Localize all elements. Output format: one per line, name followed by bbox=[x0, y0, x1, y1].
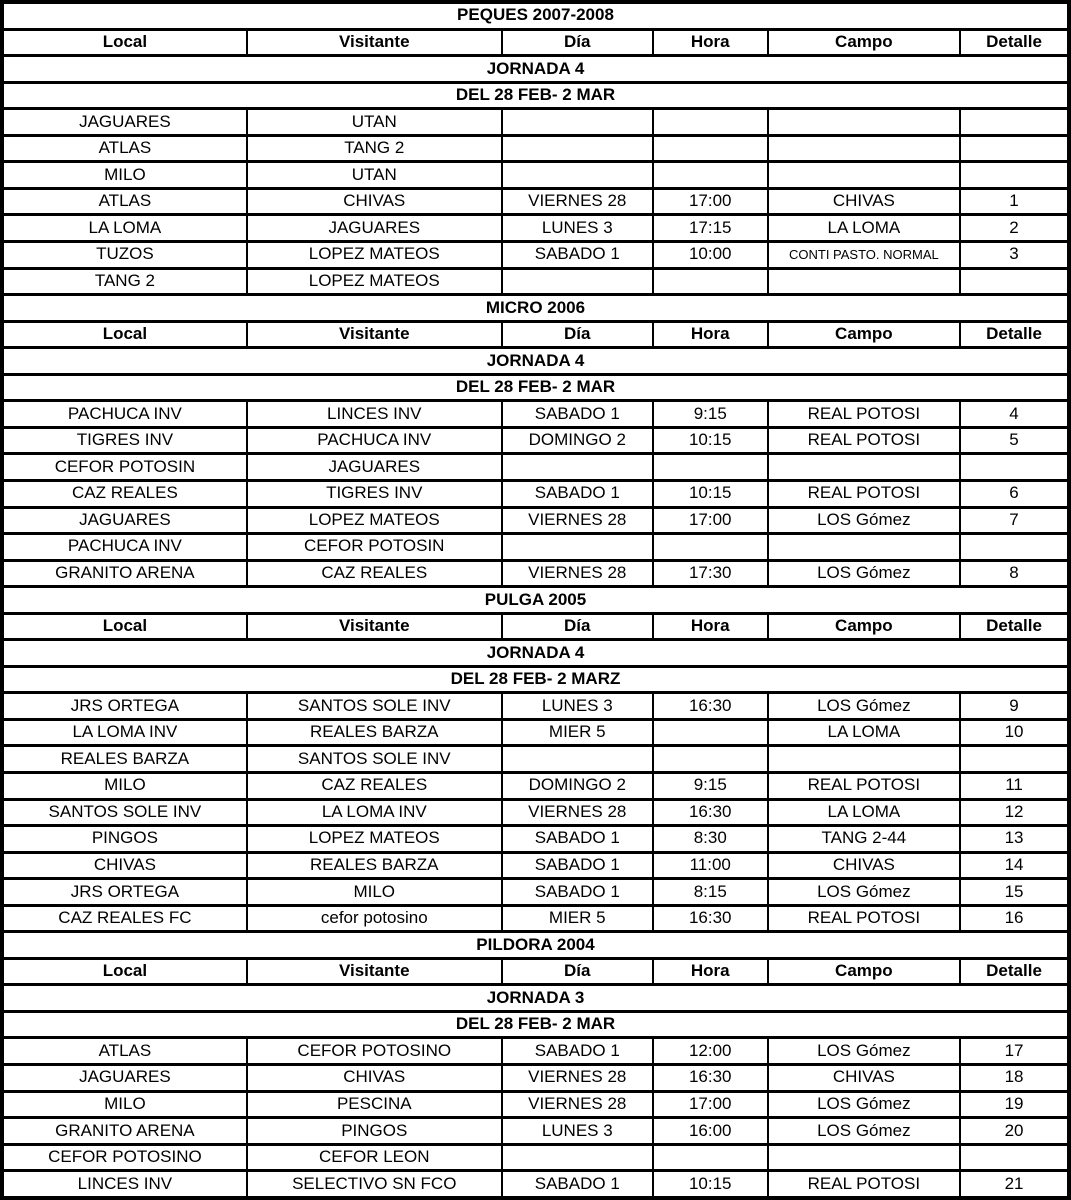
column-header-campo: Campo bbox=[768, 613, 960, 640]
cell-dia: SABADO 1 bbox=[502, 242, 653, 269]
cell-visitante: CAZ REALES bbox=[247, 772, 502, 799]
cell-hora bbox=[653, 135, 768, 162]
cell-visitante: LOPEZ MATEOS bbox=[247, 242, 502, 269]
cell-dia: SABADO 1 bbox=[502, 1171, 653, 1198]
match-row bbox=[2, 135, 1069, 162]
cell-campo: LOS Gómez bbox=[768, 1091, 960, 1118]
match-row bbox=[2, 905, 1069, 932]
cell-visitante: SANTOS SOLE INV bbox=[247, 746, 502, 773]
cell-campo bbox=[768, 135, 960, 162]
match-row bbox=[2, 799, 1069, 826]
column-header-visitante: Visitante bbox=[247, 321, 502, 348]
cell-visitante: JAGUARES bbox=[247, 215, 502, 242]
cell-local: JRS ORTEGA bbox=[2, 879, 247, 906]
column-header-detalle: Detalle bbox=[960, 321, 1069, 348]
cell-campo: LOS Gómez bbox=[768, 507, 960, 534]
cell-hora: 10:15 bbox=[653, 427, 768, 454]
table-row bbox=[2, 985, 1069, 1012]
match-row bbox=[2, 162, 1069, 189]
column-header-detalle: Detalle bbox=[960, 29, 1069, 56]
column-header-detalle: Detalle bbox=[960, 613, 1069, 640]
column-header-dia: Día bbox=[502, 29, 653, 56]
cell-detalle bbox=[960, 746, 1069, 773]
cell-local: MILO bbox=[2, 772, 247, 799]
cell-visitante: cefor potosino bbox=[247, 905, 502, 932]
cell-detalle: 11 bbox=[960, 772, 1069, 799]
cell-hora: 9:15 bbox=[653, 401, 768, 428]
cell-local: ATLAS bbox=[2, 1038, 247, 1065]
table-row bbox=[2, 2, 1069, 29]
cell-dia: SABADO 1 bbox=[502, 401, 653, 428]
cell-hora bbox=[653, 746, 768, 773]
column-header-hora: Hora bbox=[653, 321, 768, 348]
cell-local: LA LOMA INV bbox=[2, 719, 247, 746]
date-range-row: DEL 28 FEB- 2 MAR bbox=[2, 374, 1069, 401]
cell-hora: 16:30 bbox=[653, 1064, 768, 1091]
cell-campo: LOS Gómez bbox=[768, 693, 960, 720]
match-row bbox=[2, 268, 1069, 295]
match-row bbox=[2, 188, 1069, 215]
column-header-dia: Día bbox=[502, 958, 653, 985]
cell-local: PINGOS bbox=[2, 826, 247, 853]
cell-detalle: 7 bbox=[960, 507, 1069, 534]
cell-campo bbox=[768, 746, 960, 773]
cell-detalle: 6 bbox=[960, 480, 1069, 507]
cell-dia: VIERNES 28 bbox=[502, 1091, 653, 1118]
cell-campo bbox=[768, 534, 960, 561]
match-row bbox=[2, 1118, 1069, 1145]
cell-hora: 10:00 bbox=[653, 242, 768, 269]
cell-local: MILO bbox=[2, 1091, 247, 1118]
cell-visitante: CHIVAS bbox=[247, 188, 502, 215]
cell-detalle: 17 bbox=[960, 1038, 1069, 1065]
cell-local: JRS ORTEGA bbox=[2, 693, 247, 720]
column-header-hora: Hora bbox=[653, 613, 768, 640]
table-row bbox=[2, 613, 1069, 640]
match-row bbox=[2, 772, 1069, 799]
cell-campo: LA LOMA bbox=[768, 719, 960, 746]
table-row bbox=[2, 958, 1069, 985]
column-header-dia: Día bbox=[502, 321, 653, 348]
cell-dia: VIERNES 28 bbox=[502, 188, 653, 215]
cell-visitante: PINGOS bbox=[247, 1118, 502, 1145]
jornada-row: JORNADA 4 bbox=[2, 640, 1069, 667]
cell-visitante: UTAN bbox=[247, 162, 502, 189]
cell-dia: LUNES 3 bbox=[502, 693, 653, 720]
cell-dia bbox=[502, 534, 653, 561]
date-range-row: DEL 28 FEB- 2 MARZ bbox=[2, 666, 1069, 693]
cell-dia bbox=[502, 454, 653, 481]
cell-detalle: 8 bbox=[960, 560, 1069, 587]
column-header-visitante: Visitante bbox=[247, 613, 502, 640]
cell-hora: 8:30 bbox=[653, 826, 768, 853]
cell-hora: 9:15 bbox=[653, 772, 768, 799]
cell-visitante: SELECTIVO SN FCO bbox=[247, 1171, 502, 1198]
table-row bbox=[2, 29, 1069, 56]
cell-hora: 16:00 bbox=[653, 1118, 768, 1145]
match-row bbox=[2, 879, 1069, 906]
table-row bbox=[2, 82, 1069, 109]
cell-dia bbox=[502, 746, 653, 773]
cell-hora: 17:00 bbox=[653, 1091, 768, 1118]
table-row bbox=[2, 932, 1069, 959]
cell-dia: VIERNES 28 bbox=[502, 799, 653, 826]
cell-detalle: 15 bbox=[960, 879, 1069, 906]
column-header-hora: Hora bbox=[653, 958, 768, 985]
cell-campo bbox=[768, 268, 960, 295]
cell-visitante: CEFOR LEON bbox=[247, 1144, 502, 1171]
cell-visitante: LOPEZ MATEOS bbox=[247, 268, 502, 295]
cell-dia: SABADO 1 bbox=[502, 1038, 653, 1065]
cell-hora bbox=[653, 534, 768, 561]
cell-hora: 10:15 bbox=[653, 480, 768, 507]
cell-detalle: 21 bbox=[960, 1171, 1069, 1198]
match-row bbox=[2, 826, 1069, 853]
cell-campo: TANG 2-44 bbox=[768, 826, 960, 853]
cell-visitante: CEFOR POTOSINO bbox=[247, 1038, 502, 1065]
table-row bbox=[2, 640, 1069, 667]
table-row bbox=[2, 321, 1069, 348]
cell-dia bbox=[502, 1144, 653, 1171]
cell-visitante: LOPEZ MATEOS bbox=[247, 826, 502, 853]
table-row bbox=[2, 56, 1069, 83]
cell-detalle bbox=[960, 268, 1069, 295]
cell-local: JAGUARES bbox=[2, 1064, 247, 1091]
cell-hora: 16:30 bbox=[653, 905, 768, 932]
cell-campo: CHIVAS bbox=[768, 188, 960, 215]
cell-detalle bbox=[960, 454, 1069, 481]
cell-detalle bbox=[960, 135, 1069, 162]
cell-local: REALES BARZA bbox=[2, 746, 247, 773]
section-title: PILDORA 2004 bbox=[2, 932, 1069, 959]
cell-local: GRANITO ARENA bbox=[2, 1118, 247, 1145]
cell-hora bbox=[653, 719, 768, 746]
cell-campo: REAL POTOSI bbox=[768, 427, 960, 454]
cell-local: ATLAS bbox=[2, 135, 247, 162]
cell-dia: SABADO 1 bbox=[502, 480, 653, 507]
cell-local: TANG 2 bbox=[2, 268, 247, 295]
match-row bbox=[2, 242, 1069, 269]
cell-hora: 10:15 bbox=[653, 1171, 768, 1198]
cell-local: CEFOR POTOSINO bbox=[2, 1144, 247, 1171]
cell-campo: LOS Gómez bbox=[768, 560, 960, 587]
cell-local: PACHUCA INV bbox=[2, 401, 247, 428]
jornada-row: JORNADA 4 bbox=[2, 56, 1069, 83]
cell-campo bbox=[768, 162, 960, 189]
jornada-row: JORNADA 4 bbox=[2, 348, 1069, 375]
column-header-visitante: Visitante bbox=[247, 958, 502, 985]
cell-hora: 17:30 bbox=[653, 560, 768, 587]
cell-local: ATLAS bbox=[2, 188, 247, 215]
cell-hora bbox=[653, 162, 768, 189]
cell-dia: LUNES 3 bbox=[502, 215, 653, 242]
column-header-campo: Campo bbox=[768, 29, 960, 56]
match-row bbox=[2, 1144, 1069, 1171]
cell-dia: SABADO 1 bbox=[502, 852, 653, 879]
cell-campo: LA LOMA bbox=[768, 799, 960, 826]
cell-campo: REAL POTOSI bbox=[768, 480, 960, 507]
cell-dia: MIER 5 bbox=[502, 905, 653, 932]
cell-campo: CHIVAS bbox=[768, 852, 960, 879]
match-row bbox=[2, 1064, 1069, 1091]
cell-hora: 12:00 bbox=[653, 1038, 768, 1065]
jornada-row: JORNADA 3 bbox=[2, 985, 1069, 1012]
match-row bbox=[2, 215, 1069, 242]
cell-hora: 17:00 bbox=[653, 188, 768, 215]
match-row bbox=[2, 852, 1069, 879]
cell-hora bbox=[653, 109, 768, 136]
table-row bbox=[2, 348, 1069, 375]
cell-dia: VIERNES 28 bbox=[502, 1064, 653, 1091]
cell-visitante: CAZ REALES bbox=[247, 560, 502, 587]
cell-dia: SABADO 1 bbox=[502, 879, 653, 906]
cell-visitante: PACHUCA INV bbox=[247, 427, 502, 454]
cell-local: JAGUARES bbox=[2, 109, 247, 136]
cell-dia bbox=[502, 109, 653, 136]
cell-local: CHIVAS bbox=[2, 852, 247, 879]
date-range-row: DEL 28 FEB- 2 MAR bbox=[2, 1011, 1069, 1038]
cell-dia: VIERNES 28 bbox=[502, 560, 653, 587]
section-title: PEQUES 2007-2008 bbox=[2, 2, 1069, 29]
cell-detalle bbox=[960, 1144, 1069, 1171]
cell-campo bbox=[768, 454, 960, 481]
match-row bbox=[2, 746, 1069, 773]
cell-detalle bbox=[960, 162, 1069, 189]
date-range-row: DEL 28 FEB- 2 MAR bbox=[2, 82, 1069, 109]
cell-detalle: 10 bbox=[960, 719, 1069, 746]
cell-visitante: UTAN bbox=[247, 109, 502, 136]
cell-local: CAZ REALES bbox=[2, 480, 247, 507]
cell-detalle: 9 bbox=[960, 693, 1069, 720]
cell-visitante: PESCINA bbox=[247, 1091, 502, 1118]
table-row bbox=[2, 587, 1069, 614]
match-row bbox=[2, 1171, 1069, 1198]
cell-campo bbox=[768, 109, 960, 136]
cell-detalle: 20 bbox=[960, 1118, 1069, 1145]
match-row bbox=[2, 719, 1069, 746]
cell-visitante: JAGUARES bbox=[247, 454, 502, 481]
column-header-dia: Día bbox=[502, 613, 653, 640]
cell-detalle: 14 bbox=[960, 852, 1069, 879]
cell-local: JAGUARES bbox=[2, 507, 247, 534]
cell-dia bbox=[502, 268, 653, 295]
cell-campo: REAL POTOSI bbox=[768, 772, 960, 799]
column-header-local: Local bbox=[2, 29, 247, 56]
cell-campo: LOS Gómez bbox=[768, 1118, 960, 1145]
match-row bbox=[2, 401, 1069, 428]
cell-detalle: 19 bbox=[960, 1091, 1069, 1118]
cell-detalle: 4 bbox=[960, 401, 1069, 428]
cell-hora: 16:30 bbox=[653, 693, 768, 720]
cell-visitante: CEFOR POTOSIN bbox=[247, 534, 502, 561]
table-row bbox=[2, 295, 1069, 322]
cell-campo: CONTI PASTO. NORMAL bbox=[768, 242, 960, 269]
cell-dia: LUNES 3 bbox=[502, 1118, 653, 1145]
cell-local: CAZ REALES FC bbox=[2, 905, 247, 932]
match-row bbox=[2, 560, 1069, 587]
cell-campo bbox=[768, 1144, 960, 1171]
cell-dia: DOMINGO 2 bbox=[502, 427, 653, 454]
match-row bbox=[2, 1038, 1069, 1065]
column-header-campo: Campo bbox=[768, 321, 960, 348]
cell-local: TIGRES INV bbox=[2, 427, 247, 454]
cell-detalle: 2 bbox=[960, 215, 1069, 242]
cell-hora: 8:15 bbox=[653, 879, 768, 906]
cell-hora: 17:00 bbox=[653, 507, 768, 534]
cell-local: TUZOS bbox=[2, 242, 247, 269]
cell-local: GRANITO ARENA bbox=[2, 560, 247, 587]
cell-visitante: REALES BARZA bbox=[247, 719, 502, 746]
match-row bbox=[2, 109, 1069, 136]
cell-dia: DOMINGO 2 bbox=[502, 772, 653, 799]
cell-campo: LA LOMA bbox=[768, 215, 960, 242]
cell-detalle: 3 bbox=[960, 242, 1069, 269]
cell-visitante: REALES BARZA bbox=[247, 852, 502, 879]
cell-campo: REAL POTOSI bbox=[768, 1171, 960, 1198]
cell-hora: 11:00 bbox=[653, 852, 768, 879]
cell-dia bbox=[502, 135, 653, 162]
column-header-campo: Campo bbox=[768, 958, 960, 985]
cell-campo: CHIVAS bbox=[768, 1064, 960, 1091]
cell-visitante: SANTOS SOLE INV bbox=[247, 693, 502, 720]
column-header-local: Local bbox=[2, 958, 247, 985]
column-header-detalle: Detalle bbox=[960, 958, 1069, 985]
cell-visitante: LOPEZ MATEOS bbox=[247, 507, 502, 534]
cell-campo: REAL POTOSI bbox=[768, 905, 960, 932]
cell-detalle bbox=[960, 109, 1069, 136]
cell-dia bbox=[502, 162, 653, 189]
column-header-local: Local bbox=[2, 613, 247, 640]
section-title: PULGA 2005 bbox=[2, 587, 1069, 614]
cell-detalle: 18 bbox=[960, 1064, 1069, 1091]
match-row bbox=[2, 427, 1069, 454]
cell-visitante: LINCES INV bbox=[247, 401, 502, 428]
column-header-local: Local bbox=[2, 321, 247, 348]
cell-hora bbox=[653, 454, 768, 481]
cell-local: PACHUCA INV bbox=[2, 534, 247, 561]
table-row bbox=[2, 1011, 1069, 1038]
cell-dia: SABADO 1 bbox=[502, 826, 653, 853]
cell-hora: 16:30 bbox=[653, 799, 768, 826]
cell-detalle: 1 bbox=[960, 188, 1069, 215]
cell-visitante: CHIVAS bbox=[247, 1064, 502, 1091]
cell-campo: LOS Gómez bbox=[768, 1038, 960, 1065]
cell-hora bbox=[653, 268, 768, 295]
cell-detalle: 16 bbox=[960, 905, 1069, 932]
cell-local: LA LOMA bbox=[2, 215, 247, 242]
cell-local: MILO bbox=[2, 162, 247, 189]
cell-visitante: TIGRES INV bbox=[247, 480, 502, 507]
section-title: MICRO 2006 bbox=[2, 295, 1069, 322]
cell-detalle: 12 bbox=[960, 799, 1069, 826]
table-row bbox=[2, 374, 1069, 401]
cell-visitante: MILO bbox=[247, 879, 502, 906]
column-header-visitante: Visitante bbox=[247, 29, 502, 56]
cell-detalle: 5 bbox=[960, 427, 1069, 454]
cell-local: SANTOS SOLE INV bbox=[2, 799, 247, 826]
match-row bbox=[2, 1091, 1069, 1118]
cell-dia: VIERNES 28 bbox=[502, 507, 653, 534]
cell-visitante: LA LOMA INV bbox=[247, 799, 502, 826]
cell-hora: 17:15 bbox=[653, 215, 768, 242]
cell-dia: MIER 5 bbox=[502, 719, 653, 746]
cell-local: CEFOR POTOSIN bbox=[2, 454, 247, 481]
table-row bbox=[2, 666, 1069, 693]
cell-campo: LOS Gómez bbox=[768, 879, 960, 906]
match-row bbox=[2, 507, 1069, 534]
match-row bbox=[2, 534, 1069, 561]
match-row bbox=[2, 480, 1069, 507]
cell-hora bbox=[653, 1144, 768, 1171]
column-header-hora: Hora bbox=[653, 29, 768, 56]
cell-detalle: 13 bbox=[960, 826, 1069, 853]
match-row bbox=[2, 454, 1069, 481]
match-row bbox=[2, 693, 1069, 720]
cell-visitante: TANG 2 bbox=[247, 135, 502, 162]
cell-detalle bbox=[960, 534, 1069, 561]
cell-local: LINCES INV bbox=[2, 1171, 247, 1198]
cell-campo: REAL POTOSI bbox=[768, 401, 960, 428]
